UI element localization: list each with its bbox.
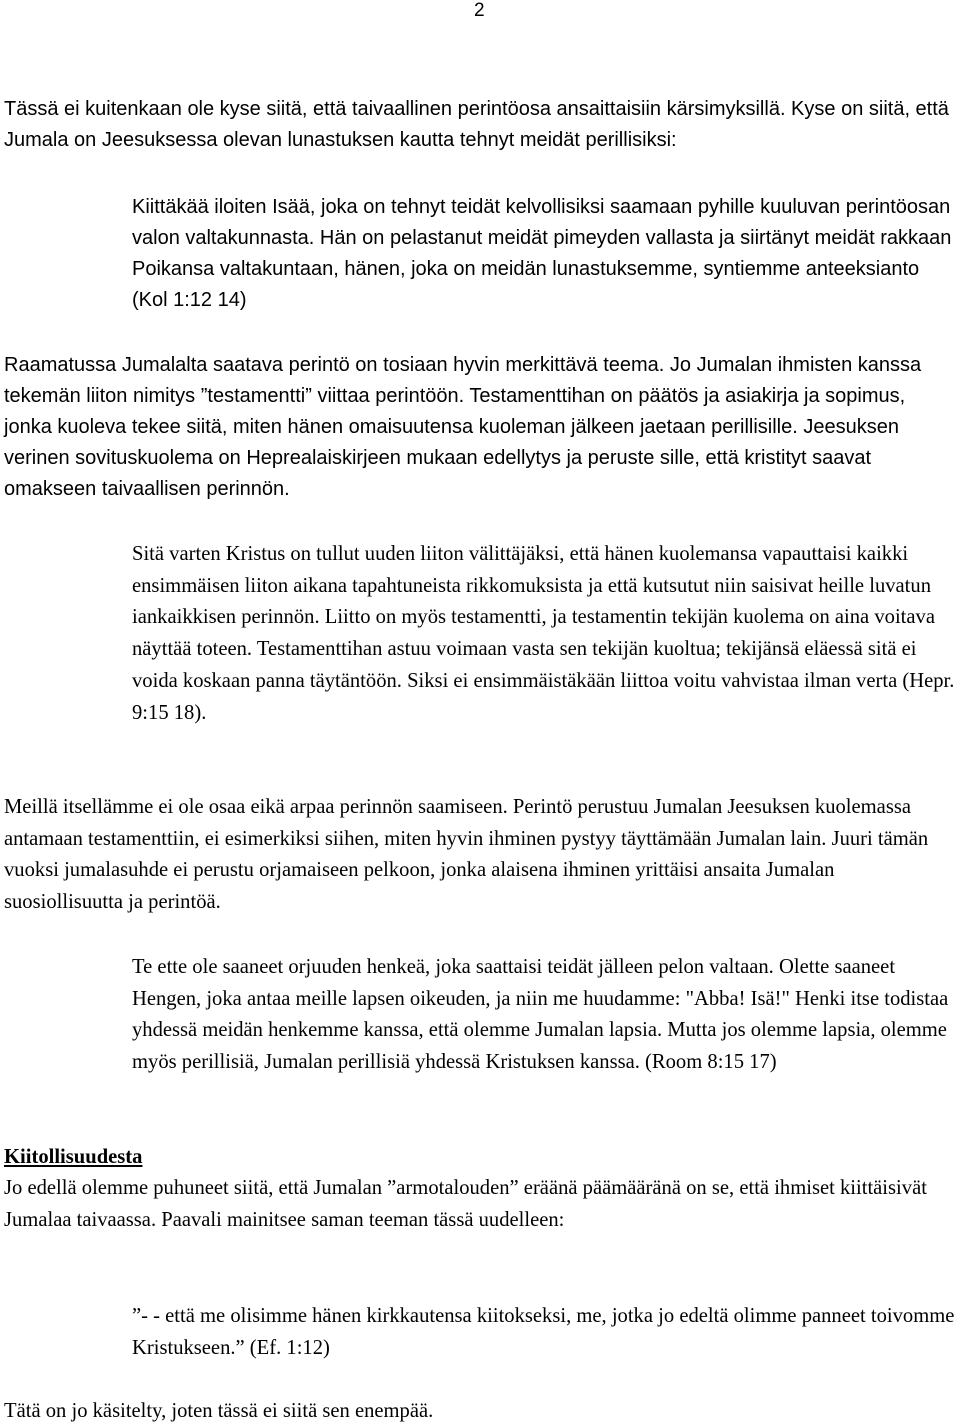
page-number: 2 — [474, 0, 485, 21]
paragraph-intro: Tässä ei kuitenkaan ole kyse siitä, että taivaallinen perintöosa ansaittaisiin kärsimyksillä. Kyse on siitä, että Jumala on Jeesuksessa olevan lunastuksen kautta tehnyt meidät perillisiksi: — [4, 98, 949, 151]
quote-hebrews: Sitä varten Kristus on tullut uuden liiton välittäjäksi, että hänen kuolemansa vapauttaisi kaikki ensimmäisen liiton aikana tapahtuneista rikkomuksista ja että kutsutut niin saisivat heille luvatun iankaikkisen perinnön. Liitto on myös testamentti, ja testamentin tekijän kuolema on aina voitava näyttää toteen. Testamenttihan astuu voimaan vasta sen tekijän kuoltua; tekijänsä eläessä sitä ei voida koskaan panna täytäntöön. Siksi ei ensimmäistäkään liittoa voitu vahvistaa ilman verta (Hepr. 9:15 18). — [132, 543, 955, 724]
paragraph-closing: Tätä on jo käsitelty, joten tässä ei siitä sen enempää. — [4, 1400, 434, 1422]
section-heading-gratitude: Kiitollisuudesta — [4, 1146, 143, 1168]
quote-romans: Te ette ole saaneet orjuuden henkeä, joka saattaisi teidät jälleen pelon valtaan. Olette saaneet Hengen, joka antaa meille lapsen oikeuden, ja niin me huudamme: "Abba! Isä!" Henki itse todistaa yhdessä meidän henkemme kanssa, että olemme Jumalan lapsia. Mutta jos olemme lapsia, olemme myös perillisiä, Jumalan perillisiä yhdessä Kristuksen kanssa. (Room 8:15 17) — [132, 956, 949, 1074]
paragraph-gratitude-intro: Jo edellä olemme puhuneet siitä, että Jumalan ”armotalouden” eräänä päämääränä on se, että ihmiset kiittäisivät Jumalaa taivaassa. Paavali mainitsee saman teeman tässä uudelleen: — [4, 1177, 927, 1231]
paragraph-no-share: Meillä itsellämme ei ole osaa eikä arpaa perinnön saamiseen. Perintö perustuu Jumalan Jeesuksen kuolemassa antamaan testamenttiin, ei esimerkiksi siihen, miten hyvin ihminen pystyy täyttämään Jumalan lain. Juuri tämän vuoksi jumalasuhde ei perustu orjamaiseen pelkoon, jonka alaisena ihminen yrittäisi ansaita Jumalan suosiollisuutta ja perintöä. — [4, 796, 929, 914]
quote-ephesians: ”- - että me olisimme hänen kirkkautensa kiitokseksi, me, jotka jo edeltä olimme panneet toivomme Kristukseen.” (Ef. 1:12) — [132, 1305, 955, 1359]
quote-colossians: Kiittäkää iloiten Isää, joka on tehnyt teidät kelvollisiksi saamaan pyhille kuuluvan perintöosan valon valtakunnasta. Hän on pelastanut meidät pimeyden vallasta ja siirtänyt meidät rakkaan Poikansa valtakuntaan, hänen, joka on meidän lunastuksemme, syntiemme anteeksianto (Kol 1:12 14) — [132, 196, 952, 311]
paragraph-inheritance-theme: Raamatussa Jumalalta saatava perintö on tosiaan hyvin merkittävä teema. Jo Jumalan ihmisten kanssa tekemän liiton nimitys ”testamentti” viittaa perintöön. Testamenttihan on päätös ja asiakirja ja sopimus, jonka kuoleva tekee siitä, miten hänen omaisuutensa kuoleman jälkeen jaetaan perillisille. Jeesuksen verinen sovituskuolema on Heprealaiskirjeen mukaan edellytys ja peruste sille, että kristityt saavat omakseen taivaallisen perinnön. — [4, 354, 922, 500]
